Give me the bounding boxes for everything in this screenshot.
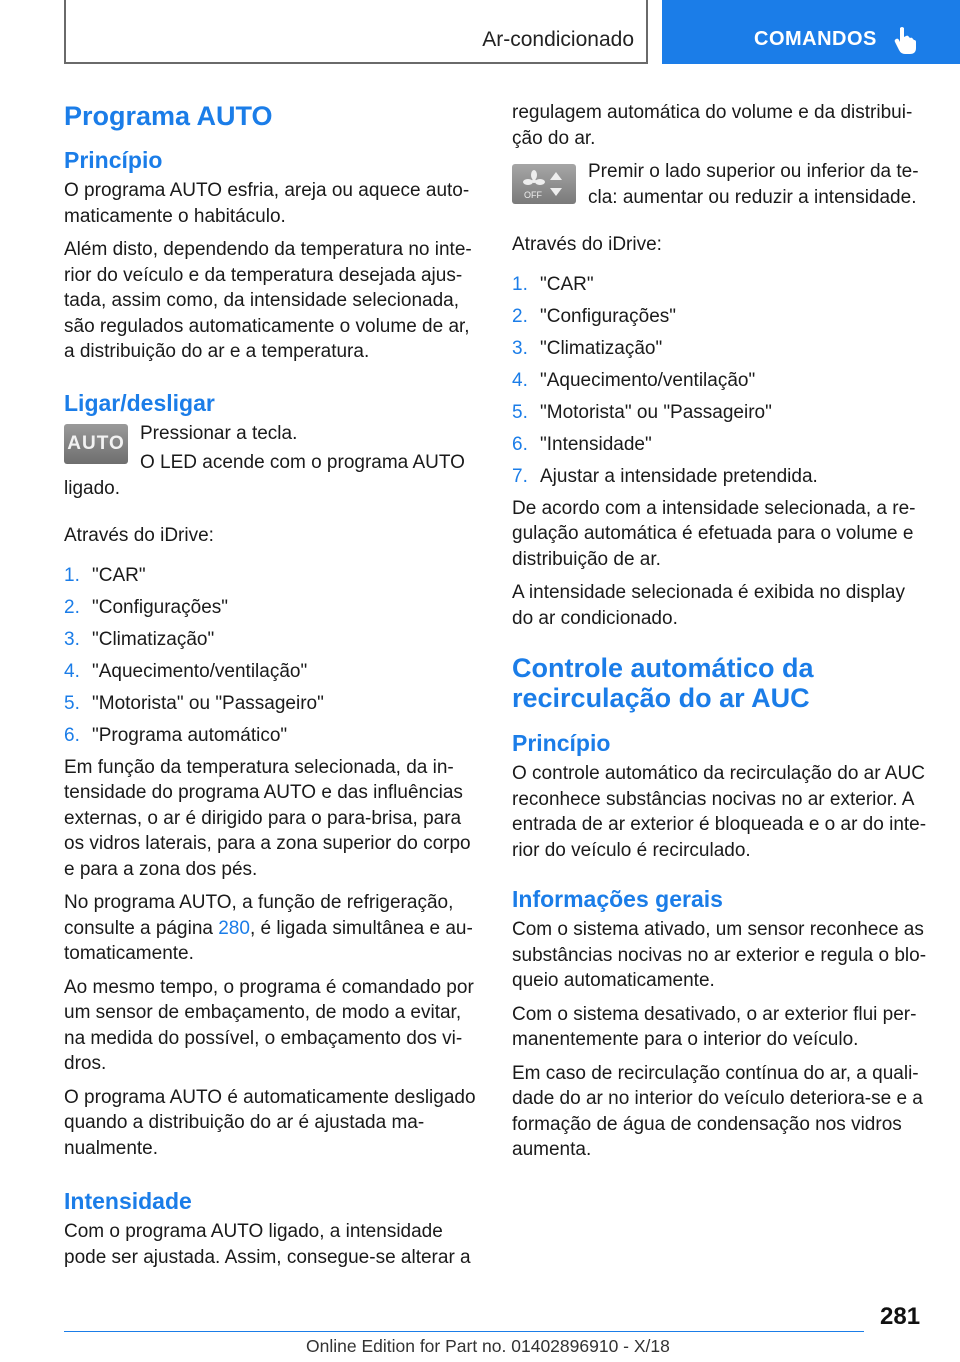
step-number: 6. [512, 433, 528, 455]
list-item [512, 304, 930, 330]
function-paragraph: Em função da temperatura selecionada, da intensidade do programa AUTO e das influências externas, o ar é dirigido para o para-brisa, para os vidros laterais, para a zona superior do corpo e para a zona dos pés. [64, 756, 471, 880]
list-item [64, 595, 480, 621]
list-item [512, 432, 930, 458]
display-paragraph: A intensidade selecionada é exibida no display do ar condicionado. [512, 582, 905, 629]
step-text: "Configurações" [92, 596, 229, 618]
principle-paragraph-1: O programa AUTO esfria, areja ou aquece automaticamente o habitáculo. [64, 180, 470, 227]
info-heading: Informações gerais [512, 886, 723, 912]
auto-off-paragraph: O programa AUTO é automaticamente desligado quando a distribuição do ar é ajustada manualmente. [64, 1086, 476, 1159]
step-text: "Programa automático" [92, 724, 288, 746]
step-number: 4. [512, 369, 528, 391]
step-number: 7. [512, 465, 528, 487]
step-text: "Aquecimento/ventilação" [540, 369, 756, 391]
intensity-paragraph: Com o programa AUTO ligado, a intensidade pode ser ajustada. Assim, consegue-se alterar a [64, 1221, 471, 1268]
step-number: 2. [64, 596, 80, 618]
right-column [512, 100, 930, 1171]
info-paragraph-3: Em caso de recirculação contínua do ar, a qualidade do ar no interior do veículo deteriora-se e a formação de água de condensação nos vidros aumenta. [512, 1062, 923, 1160]
list-item [64, 691, 480, 717]
step-text: "Climatização" [92, 628, 215, 650]
list-item [64, 627, 480, 653]
principle-paragraph-2: Além disto, dependendo da temperatura no interior do veículo e da temperatura desejada ajustada, assim como, da intensidade selecionada, são regulados automaticamente o volume de ar, a distribuição do ar e a temperatura. [64, 239, 472, 362]
cooling-paragraph [64, 890, 480, 967]
step-number: 1. [512, 273, 528, 295]
step-number: 3. [64, 628, 80, 650]
chapter-tab[interactable] [662, 0, 960, 64]
header-section-box [64, 0, 648, 64]
list-item [512, 336, 930, 362]
list-item [64, 563, 480, 589]
continued-paragraph: regulagem automática do volume e da distribuição do ar. [512, 102, 913, 149]
list-item [512, 464, 930, 490]
cooling-text-a: No programa AUTO, a função de refrigeração, consulte a página [64, 892, 454, 939]
onoff-paragraph-2: O LED acende com o programa AUTO ligado. [64, 452, 465, 499]
step-number: 3. [512, 337, 528, 359]
step-text: "Climatização" [540, 337, 663, 359]
page-title: Programa AUTO [64, 101, 273, 131]
auc-principle-paragraph: O controle automático da recirculação do ar AUC reconhece substâncias nocivas no ar exterior. A entrada de ar exterior é bloqueada e o ar do interior do veículo é recirculado. [512, 763, 927, 861]
left-column [64, 100, 480, 1278]
step-text: "CAR" [540, 273, 594, 295]
info-paragraph-1: Com o sistema ativado, um sensor reconhece as substâncias nocivas no ar exterior e regula o bloqueio automaticamente. [512, 919, 927, 991]
list-item [64, 659, 480, 685]
press-paragraph: Premir o lado superior ou inferior da tecla: aumentar ou reduzir a intensidade. [588, 161, 919, 208]
step-number: 6. [64, 724, 80, 746]
step-number: 5. [512, 401, 528, 423]
step-text: "Motorista" ou "Passageiro" [540, 401, 772, 423]
step-number: 1. [64, 564, 80, 586]
footer-divider [64, 1331, 864, 1332]
info-paragraph-2: Com o sistema desativado, o ar exterior flui permanentemente para o interior do veículo. [512, 1003, 917, 1050]
cooling-text-b: , é ligada simultânea e automaticamente. [64, 917, 473, 964]
step-text: "Aquecimento/ventilação" [92, 660, 308, 682]
auto-button-icon: AUTO [64, 424, 128, 464]
pointing-hand-icon [894, 26, 916, 54]
idrive-label: Através do iDrive: [64, 525, 214, 546]
footer-edition: Online Edition for Part no. 01402896910 - X/18 [306, 1336, 670, 1356]
page-number: 281 [880, 1303, 921, 1330]
idrive-label-right: Através do iDrive: [512, 234, 662, 255]
step-text: "Configurações" [540, 305, 677, 327]
step-text: "Motorista" ou "Passageiro" [92, 692, 324, 714]
step-number: 4. [64, 660, 80, 682]
list-item [512, 272, 930, 298]
list-item [64, 723, 480, 749]
auc-principle-heading: Princípio [512, 730, 611, 756]
regulation-paragraph: De acordo com a intensidade selecionada, a regulação automática é efetuada para o volume e distribuição de ar. [512, 497, 916, 570]
principle-heading: Princípio [64, 147, 163, 173]
idrive-steps-list-right [512, 272, 930, 490]
list-item [512, 400, 930, 426]
step-text: Ajustar a intensidade pretendida. [540, 465, 818, 487]
intensity-heading: Intensidade [64, 1188, 192, 1214]
step-text: "Intensidade" [540, 433, 652, 455]
section-title: Ar-condicionado [482, 28, 634, 51]
onoff-paragraph-1: Pressionar a tecla. [140, 422, 298, 444]
auc-title: Controle automático da recirculação do ar AUC [512, 653, 814, 713]
step-number: 2. [512, 305, 528, 327]
defog-paragraph: Ao mesmo tempo, o programa é comandado por um sensor de embaçamento, de modo a evitar, na medida do possível, o embaçamento dos vidros. [64, 976, 474, 1074]
fan-icon [512, 164, 576, 204]
list-item [512, 368, 930, 394]
fan-intensity-button-icon [512, 164, 576, 204]
svg-text:OFF: OFF [524, 190, 542, 200]
idrive-steps-list [64, 563, 480, 749]
step-number: 5. [64, 692, 80, 714]
page-link-280[interactable]: 280 [218, 917, 250, 939]
onoff-heading: Ligar/desligar [64, 389, 215, 416]
step-text: "CAR" [92, 564, 146, 586]
chapter-label: COMANDOS [754, 28, 877, 50]
